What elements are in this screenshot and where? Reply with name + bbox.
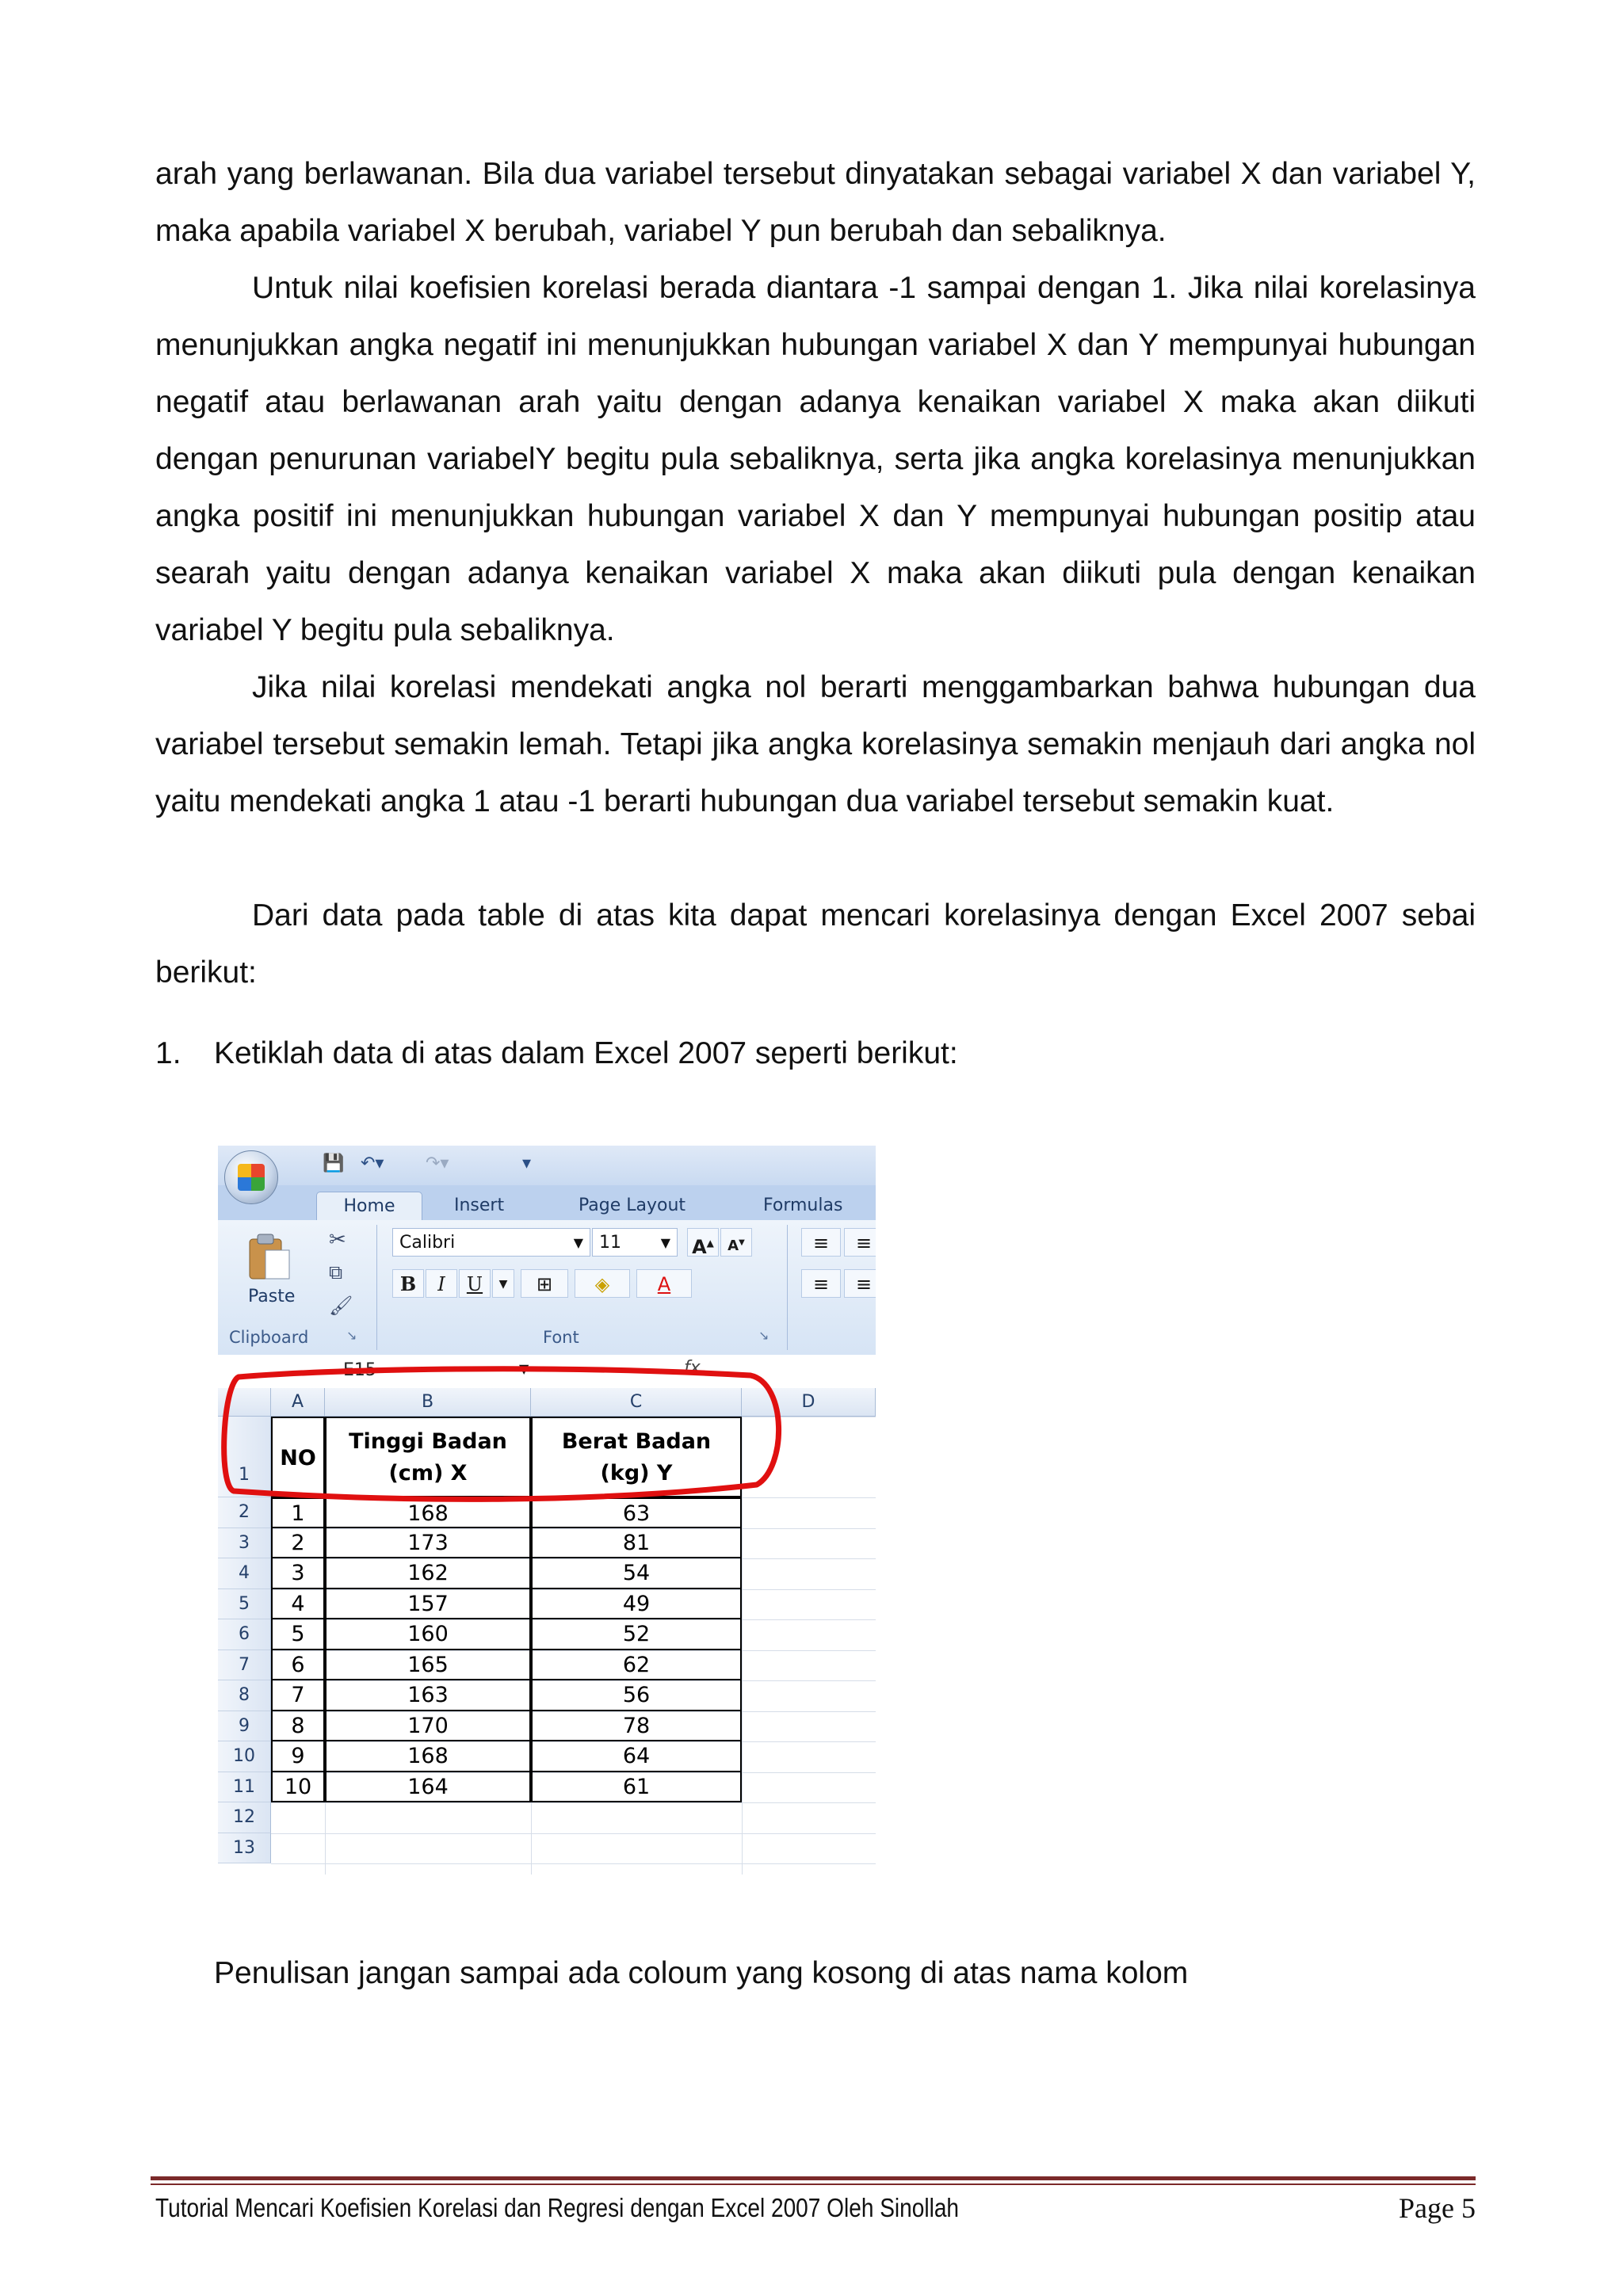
paragraph-1-text: arah yang berlawanan. Bila dua variabel tersebut dinyatakan sebagai variabel X dan variabel Y, maka apabila variabel X berubah, variabel Y pun berubah dan sebaliknya. [155,157,1476,248]
table-cell[interactable]: 168 [325,1741,531,1772]
undo-icon[interactable]: ↶▾ [361,1154,384,1173]
page-number: Page 5 [1399,2192,1476,2224]
shrink-font-icon[interactable]: A▼ [720,1228,752,1257]
table-cell[interactable]: 56 [531,1680,742,1711]
borders-icon[interactable]: ⊞ [521,1269,568,1298]
step-text: Ketiklah data di atas dalam Excel 2007 seperti berikut: [214,1036,958,1070]
row-header-4[interactable]: 4 [218,1558,271,1589]
row-header-9[interactable]: 9 [218,1711,271,1742]
table-cell[interactable]: 3 [271,1558,325,1589]
bold-icon[interactable]: B [392,1269,424,1298]
table-cell[interactable]: 2 [271,1528,325,1559]
column-header-c[interactable]: C [531,1388,742,1417]
quick-access-toolbar [218,1146,876,1185]
header-line: Tinggi Badan [349,1429,507,1454]
table-cell[interactable]: 64 [531,1741,742,1772]
gridline [271,1833,876,1834]
paste-button-label[interactable]: Paste [248,1287,296,1306]
table-cell[interactable]: 6 [271,1650,325,1681]
table-cell[interactable]: 63 [531,1497,742,1528]
align-top-icon[interactable]: ≡ [801,1228,841,1257]
paragraph-4 [155,887,1476,1001]
office-logo-icon [238,1164,265,1191]
chevron-down-icon: ▼ [660,1235,670,1250]
step-number: 1. [155,1036,181,1070]
ribbon-tabs [218,1185,876,1220]
column-header-a[interactable]: A [271,1388,325,1417]
table-cell[interactable]: 164 [325,1772,531,1803]
column-header-d[interactable]: D [742,1388,876,1417]
row-header-6[interactable]: 6 [218,1619,271,1650]
chevron-down-icon: ▼ [573,1235,583,1250]
fill-color-icon[interactable]: ◈ [575,1269,630,1298]
table-cell[interactable]: 62 [531,1650,742,1681]
row-header-7[interactable]: 7 [218,1650,271,1681]
save-icon[interactable]: 💾 [323,1154,345,1173]
header-line: Berat Badan [561,1429,712,1454]
table-cell[interactable]: 8 [271,1711,325,1742]
table-cell[interactable]: 81 [531,1528,742,1559]
table-cell[interactable]: 5 [271,1619,325,1650]
group-divider [787,1225,788,1350]
office-button[interactable] [224,1150,278,1204]
chevron-down-icon[interactable]: ▼ [492,1269,514,1298]
copy-icon[interactable]: ⧉ [329,1261,343,1283]
table-cell[interactable]: 173 [325,1528,531,1559]
row-header-10[interactable]: 10 [218,1741,271,1772]
table-cell[interactable]: 1 [271,1497,325,1528]
step-1 [155,1025,958,1082]
font-name-value: Calibri [399,1233,456,1253]
format-painter-icon[interactable]: 🖌 [329,1295,353,1317]
footer-title: Tutorial Mencari Koefisien Korelasi dan Regresi dengan Excel 2007 Oleh Sinollah [155,2193,960,2222]
font-size-box[interactable] [592,1228,678,1257]
table-cell[interactable]: 162 [325,1558,531,1589]
footer-rule-thin [151,2183,1476,2185]
row-header-11[interactable]: 11 [218,1772,271,1803]
tab-page-layout[interactable]: Page Layout [579,1196,686,1215]
ribbon [218,1220,876,1356]
footer-rule [151,2176,1476,2180]
row-header-8[interactable]: 8 [218,1680,271,1711]
clipboard-group-label: Clipboard [229,1328,309,1347]
font-name-box[interactable] [392,1228,590,1257]
paragraph-2-text: Untuk nilai koefisien korelasi berada diantara -1 sampai dengan 1. Jika nilai korelasinya menunjukkan angka negatif ini menunjukkan hubungan variabel X dan Y mempunyai hubungan negatif atau berlawanan arah yaitu dengan adanya kenaikan variabel X maka akan diikuti dengan penurunan variabelY begitu pula sebaliknya, serta jika angka korelasinya menunjukkan angka positif ini menunjukkan hubungan variabel X dan Y mempunyai hubungan positip atau searah yaitu dengan adanya kenaikan variabel X maka akan diikuti pula dengan kenaikan variabel Y begitu pula sebaliknya. [155,271,1476,647]
redo-icon[interactable]: ↷▾ [426,1154,449,1173]
cut-icon[interactable]: ✂ [329,1228,346,1252]
tab-insert[interactable]: Insert [454,1196,505,1215]
font-launcher-icon[interactable]: ↘ [758,1328,769,1343]
table-cell[interactable]: 163 [325,1680,531,1711]
grow-font-icon[interactable]: A▲ [687,1228,719,1257]
table-cell[interactable]: 160 [325,1619,531,1650]
table-cell[interactable]: 78 [531,1711,742,1742]
italic-icon[interactable]: I [426,1269,457,1298]
align-left-icon[interactable]: ≡ [801,1269,841,1298]
gridline [271,1802,876,1803]
table-cell[interactable]: 54 [531,1558,742,1589]
table-cell[interactable]: 61 [531,1772,742,1803]
row-header-5[interactable]: 5 [218,1589,271,1620]
fx-icon[interactable]: fx [684,1358,701,1378]
gridline [742,1417,743,1875]
row-header-1[interactable]: 1 [218,1417,271,1497]
table-cell[interactable]: 165 [325,1650,531,1681]
customize-qat-icon[interactable]: ▾ [522,1154,532,1173]
table-cell[interactable]: 49 [531,1589,742,1620]
gridline [271,1863,876,1864]
header-line: (kg) Y [600,1461,673,1486]
spreadsheet-grid [218,1388,876,1875]
table-cell[interactable]: 170 [325,1711,531,1742]
row-header-12[interactable]: 12 [218,1802,271,1833]
header-line: (cm) X [388,1461,468,1486]
paragraph-3 [155,659,1476,830]
header-cell-no[interactable]: NO [271,1417,325,1497]
tab-formulas[interactable]: Formulas [763,1196,843,1215]
group-divider [376,1225,377,1350]
table-cell[interactable]: 168 [325,1497,531,1528]
row-header-13[interactable]: 13 [218,1833,271,1864]
paragraph-4-text: Dari data pada table di atas kita dapat mencari korelasinya dengan Excel 2007 sebai berikut: [155,898,1476,990]
header-cell-tinggi[interactable] [325,1417,531,1497]
chevron-down-icon[interactable]: ▼ [519,1361,529,1376]
tab-home[interactable]: Home [316,1192,422,1221]
paragraph-3-text: Jika nilai korelasi mendekati angka nol berarti menggambarkan bahwa hubungan dua variabel tersebut semakin lemah. Tetapi jika angka korelasinya semakin menjauh dari angka nol yaitu mendekati angka 1 atau -1 berarti hubungan dua variabel tersebut semakin kuat. [155,670,1476,818]
clipboard-launcher-icon[interactable]: ↘ [346,1328,357,1343]
column-header-b[interactable]: B [325,1388,531,1417]
excel-screenshot [218,1146,876,1875]
align-center-icon[interactable]: ≡ [844,1269,876,1298]
paragraph-1 [155,146,1476,260]
table-cell[interactable]: 4 [271,1589,325,1620]
row-header-3[interactable]: 3 [218,1528,271,1559]
table-cell[interactable]: 10 [271,1772,325,1803]
font-color-icon[interactable]: A [636,1269,692,1298]
align-middle-icon[interactable]: ≡ [844,1228,876,1257]
font-group-label: Font [543,1328,579,1347]
header-cell-berat[interactable] [531,1417,742,1497]
font-size-value: 11 [599,1233,621,1253]
table-cell[interactable]: 157 [325,1589,531,1620]
row-header-2[interactable]: 2 [218,1497,271,1528]
paste-icon[interactable] [245,1233,292,1282]
paragraph-2 [155,260,1476,659]
table-cell[interactable]: 52 [531,1619,742,1650]
table-cell[interactable]: 7 [271,1680,325,1711]
note-text: Penulisan jangan sampai ada coloum yang kosong di atas nama kolom [214,1956,1189,1990]
table-cell[interactable]: 9 [271,1741,325,1772]
underline-icon[interactable]: U [459,1269,491,1298]
select-all-corner[interactable] [218,1388,271,1417]
name-box[interactable]: E15 [343,1360,376,1380]
formula-bar [218,1355,876,1389]
